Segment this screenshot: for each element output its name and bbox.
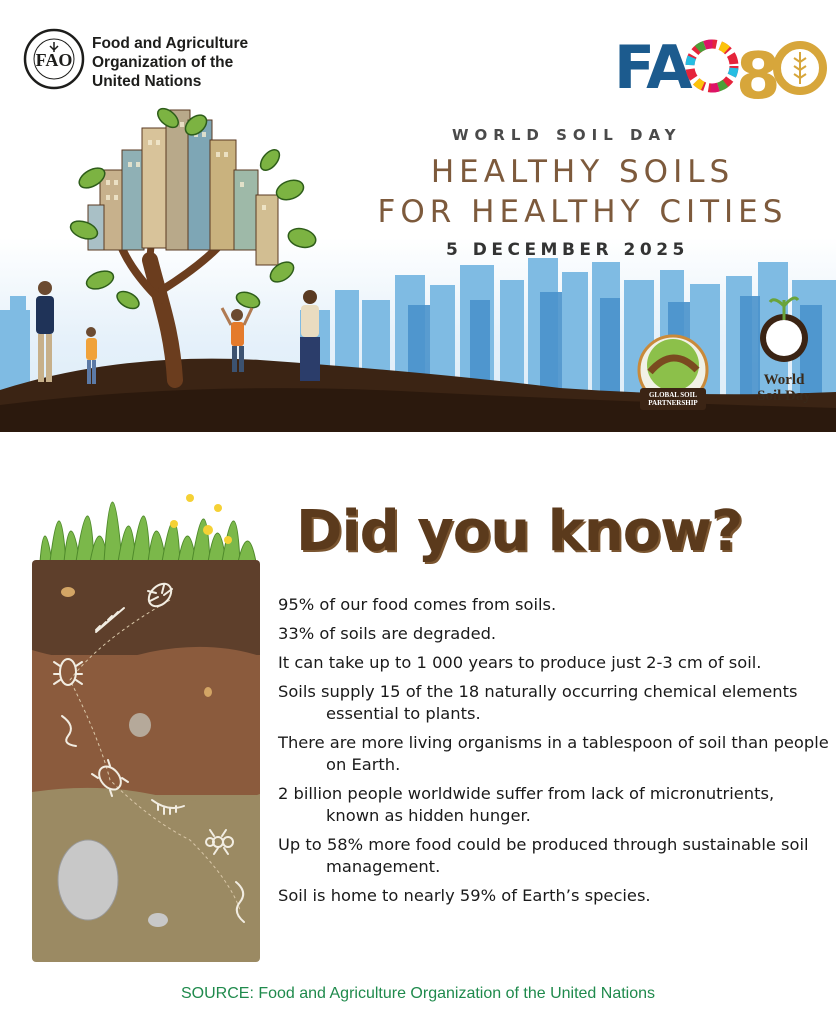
fact-item: 33% of soils are degraded. bbox=[278, 624, 497, 643]
fact-item: 95% of our food comes from soils. bbox=[278, 595, 557, 614]
fact-item: There are more living organisms in a tablespoon of soil than people on Earth. bbox=[278, 733, 829, 774]
tree-buildings bbox=[88, 110, 278, 265]
fao80-logo-icon bbox=[614, 33, 823, 114]
fact-item: Soils supply 15 of the 18 naturally occurring chemical elements essential to plants. bbox=[278, 682, 798, 723]
fact-item: Soil is home to nearly 59% of Earth’s species. bbox=[278, 886, 651, 905]
fact-item: It can take up to 1 000 years to produce just 2-3 cm of soil. bbox=[278, 653, 762, 672]
svg-text:FA: FA bbox=[614, 33, 691, 103]
banner bbox=[0, 0, 836, 432]
svg-text:8: 8 bbox=[736, 40, 781, 114]
wsd-logo-label bbox=[745, 372, 823, 404]
event-kicker: WORLD SOIL DAY bbox=[452, 126, 682, 144]
facts-list bbox=[278, 594, 830, 914]
fact-item: Up to 58% more food could be produced through sustainable soil management. bbox=[278, 835, 809, 876]
did-you-know-heading: Did you know? bbox=[296, 499, 743, 564]
soil-profile-illustration bbox=[30, 440, 270, 970]
fao-org-name: Food and Agriculture Organization of the United Nations bbox=[92, 35, 249, 90]
gsp-logo-label: GLOBAL SOIL PARTNERSHIP bbox=[648, 391, 698, 407]
event-theme-line2: FOR HEALTHY CITIES bbox=[377, 194, 788, 230]
event-theme-line1: HEALTHY SOILS bbox=[430, 154, 735, 190]
fao-emblem-icon bbox=[25, 30, 83, 88]
fact-item: 2 billion people worldwide suffer from lack of micronutrients, known as hidden hunger. bbox=[278, 784, 775, 825]
event-theme bbox=[330, 152, 835, 232]
source-credit: SOURCE: Food and Agriculture Organization of the United Nations bbox=[180, 985, 656, 1002]
topsoil-layer bbox=[32, 560, 260, 660]
grass-icon bbox=[40, 502, 256, 562]
svg-text:FAO: FAO bbox=[35, 50, 73, 70]
wsd-logo-label-line1: World bbox=[763, 372, 805, 388]
event-date: 5 DECEMBER 2025 bbox=[446, 240, 689, 260]
rock-icon bbox=[58, 840, 118, 920]
wsd-logo-label-line2: Soil Day bbox=[757, 388, 811, 404]
